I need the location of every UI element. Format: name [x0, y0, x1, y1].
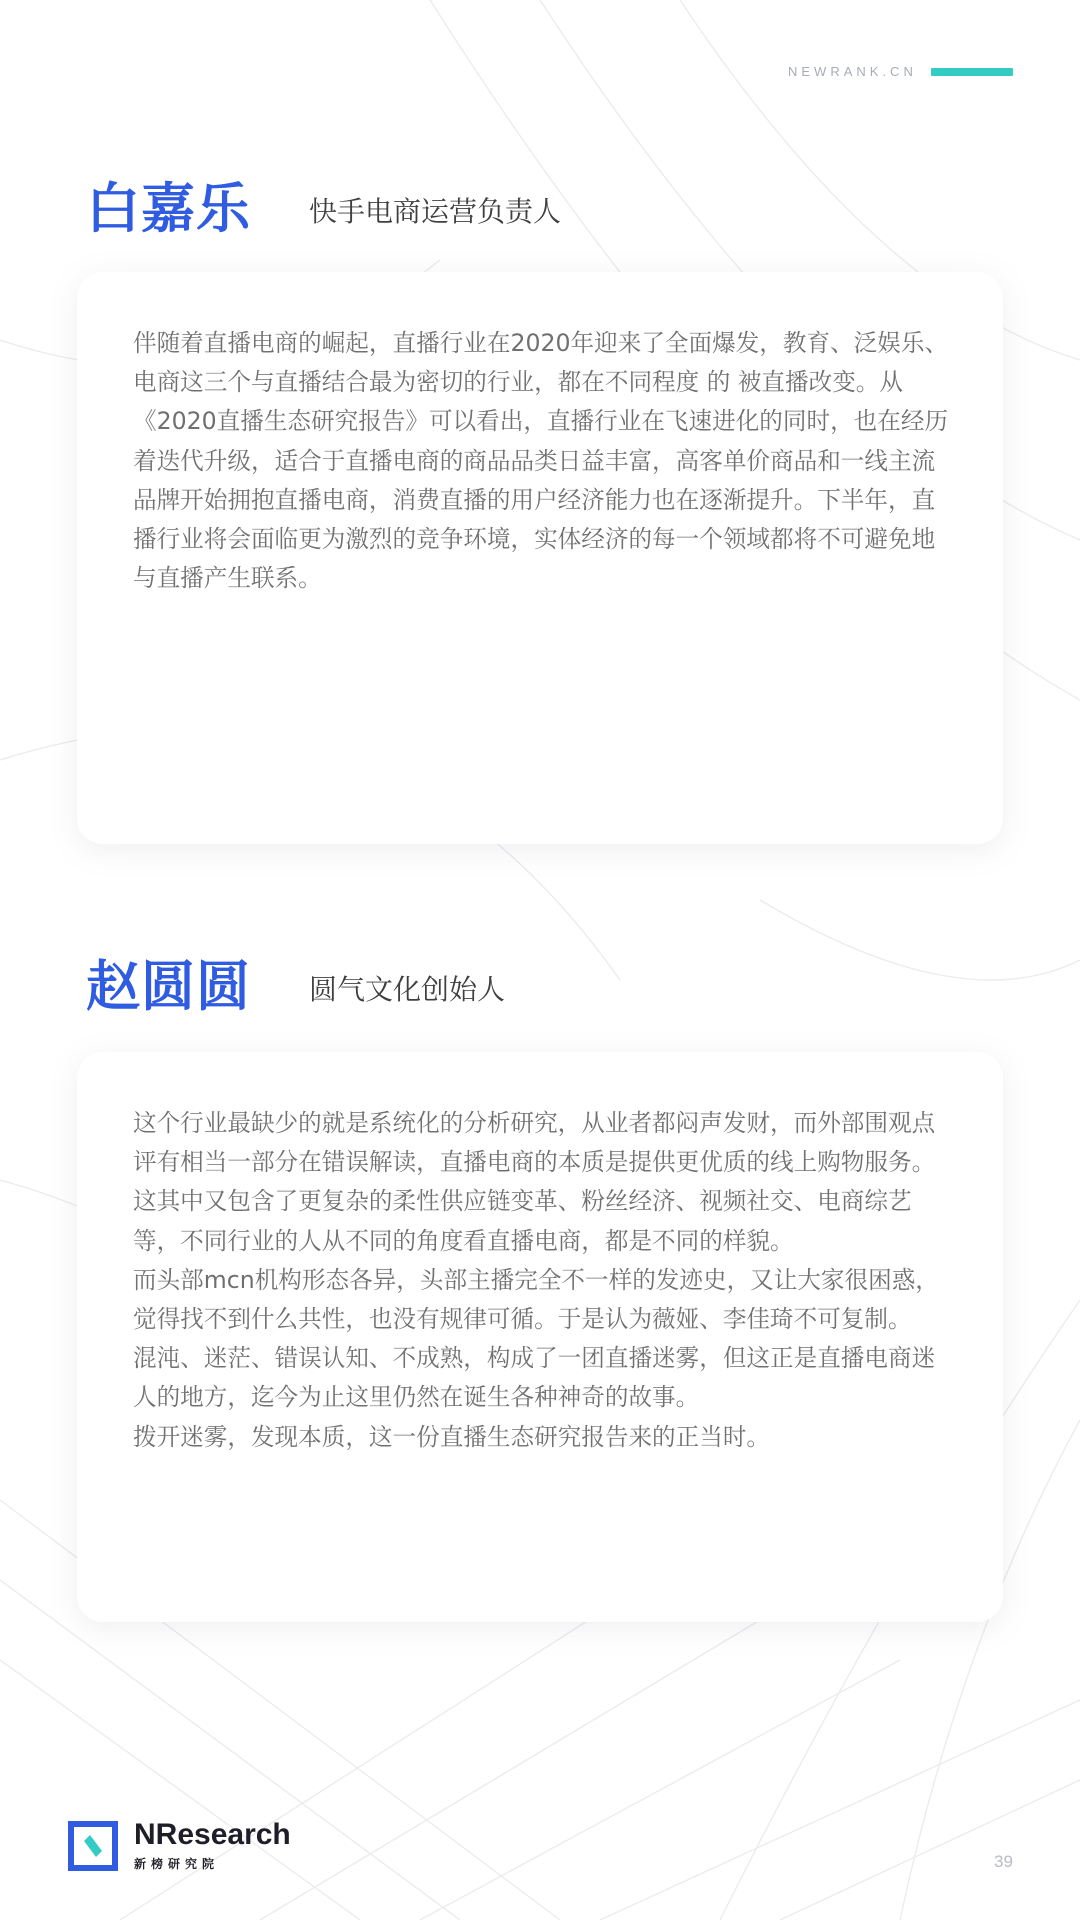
person-header-1	[86, 166, 561, 243]
quote-card-2	[77, 1052, 1003, 1622]
logo-english-text: NResearch	[134, 1818, 291, 1851]
nresearch-logo-icon	[68, 1821, 118, 1871]
quote-paragraph: 拨开迷雾，发现本质，这一份直播生态研究报告来的正当时。	[133, 1422, 771, 1451]
brand-accent-bar	[931, 68, 1013, 76]
top-brand	[788, 64, 1013, 79]
quote-paragraph: 这个行业最缺少的就是系统化的分析研究，从业者都闷声发财，而外部围观点评有相当一部分在错误解读，直播电商的本质是提供更优质的线上购物服务。这其中又包含了更复杂的柔性供应链变革、粉丝经济、视频社交、电商综艺等，不同行业的人从不同的角度看直播电商，都是不同的样貌。	[133, 1109, 936, 1255]
person-name: 白嘉乐	[86, 177, 251, 240]
page-number: 39	[994, 1852, 1013, 1871]
quote-card-1	[77, 272, 1003, 844]
person-role: 圆气文化创始人	[309, 972, 506, 1006]
person-header-2	[86, 944, 505, 1021]
nresearch-logo	[68, 1820, 291, 1872]
person-role: 快手电商运营负责人	[309, 194, 562, 228]
quote-paragraph: 而头部mcn机构形态各异，头部主播完全不一样的发迹史，又让大家很困惑，觉得找不到什么共性，也没有规律可循。于是认为薇娅、李佳琦不可复制。	[133, 1265, 939, 1334]
person-name: 赵圆圆	[86, 955, 251, 1018]
logo-chinese-text: 新榜研究院	[134, 1857, 220, 1871]
quote-paragraph: 伴随着直播电商的崛起，直播行业在2020年迎来了全面爆发，教育、泛娱乐、电商这三个与直播结合最为密切的行业，都在不同程度 的 被直播改变。从《2020直播生态研究报告》可以看出，直播行业在飞速进化的同时，也在经历着迭代升级，适合于直播电商的商品品类日益丰富，高客单价商品和一线主流品牌开始拥抱直播电商，消费直播的用户经济能力也在逐渐提升。下半年，直播行业将会面临更为激烈的竞争环境，实体经济的每一个领域都将不可避免地与直播产生联系。	[133, 329, 949, 593]
quote-paragraph: 混沌、迷茫、错误认知、不成熟，构成了一团直播迷雾，但这正是直播电商迷人的地方，迄今为止这里仍然在诞生各种神奇的故事。	[133, 1344, 936, 1412]
brand-url-text: NEWRANK.CN	[788, 64, 917, 79]
